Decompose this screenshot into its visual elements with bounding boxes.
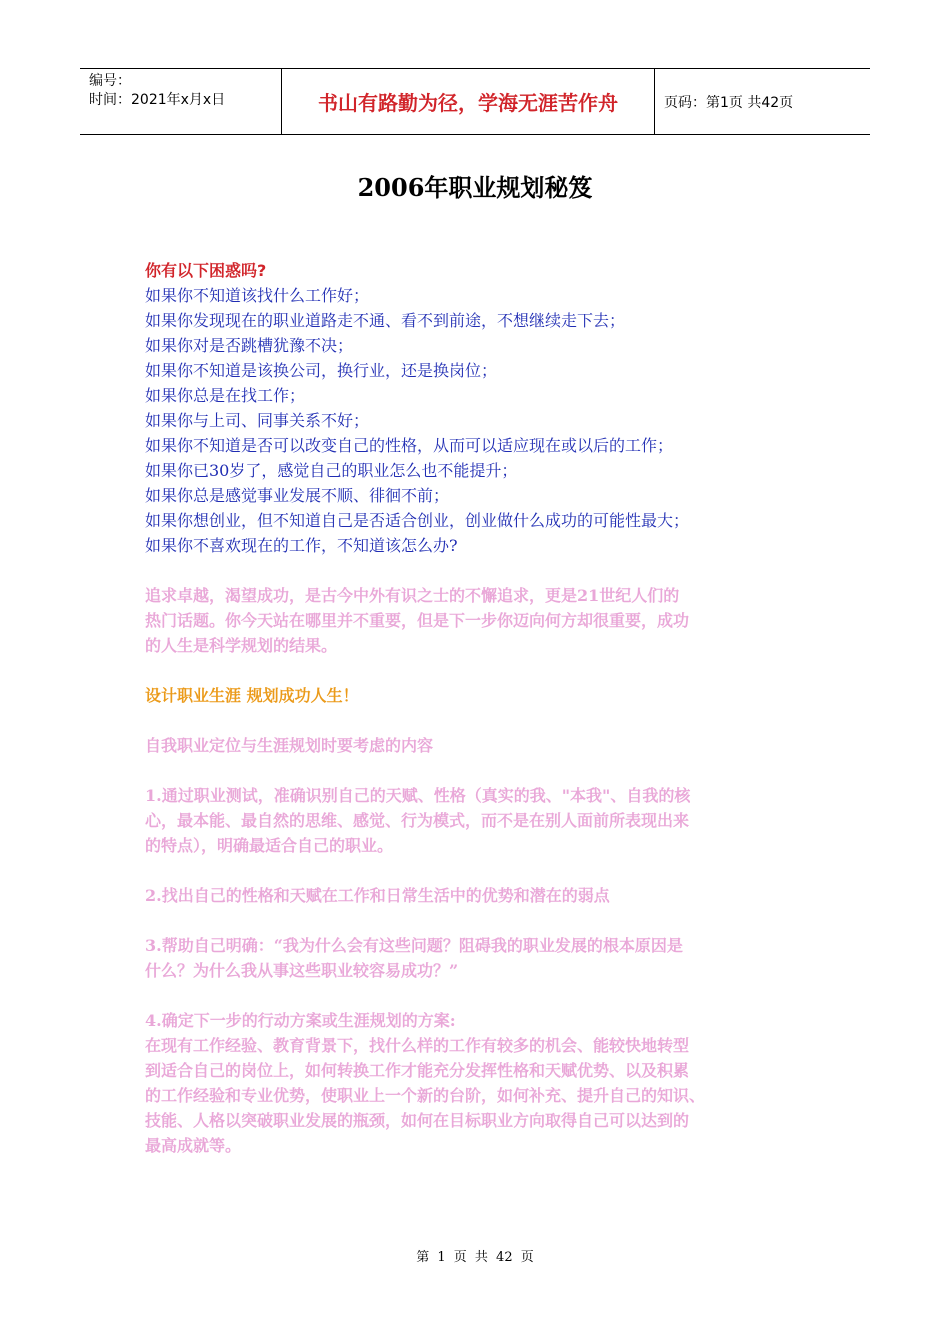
- section-title: 自我职业定位与生涯规划时要考虑的内容: [145, 736, 434, 755]
- point-line: 到适合自己的岗位上，如何转换工作才能充分发挥性格和天赋优势、以及积累: [145, 1061, 690, 1080]
- question-item: 如果你不喜欢现在的工作，不知道该怎么办?: [145, 536, 458, 555]
- slogan: 设计职业生涯 规划成功人生！: [145, 686, 359, 705]
- point-line: 3.帮助自己明确：“我为什么会有这些问题？阻碍我的职业发展的根本原因是: [145, 936, 683, 955]
- header-motto: 书山有路勤为径，学海无涯苦作舟: [282, 69, 655, 134]
- question-item: 如果你想创业，但不知道自己是否适合创业，创业做什么成功的可能性最大；: [145, 511, 690, 530]
- page-header: [80, 68, 870, 135]
- header-meta: [80, 69, 282, 134]
- question-item: 如果你对是否跳槽犹豫不决；: [145, 336, 354, 355]
- page-footer: 第 1 页 共 42 页: [416, 1250, 534, 1265]
- point-line: 在现有工作经验、教育背景下，找什么样的工作有较多的机会、能较快地转型: [145, 1036, 690, 1055]
- point-line: 心，最本能、最自然的思维、感觉、行为模式，而不是在别人面前所表现出来: [145, 811, 690, 830]
- header-page-info: 页码：第1页 共42页: [664, 94, 794, 111]
- point-line: 4.确定下一步的行动方案或生涯规划的方案:: [145, 1011, 456, 1030]
- point-2: [145, 883, 825, 908]
- header-date: 时间：2021年x月x日: [89, 92, 226, 108]
- intro-paragraph: [145, 583, 825, 658]
- intro-line: 热门话题。你今天站在哪里并不重要，但是下一步你迈向何方却很重要，成功: [145, 611, 690, 630]
- question-item: 如果你总是感觉事业发展不顺、徘徊不前；: [145, 486, 450, 505]
- intro-line: 的人生是科学规划的结果。: [145, 636, 338, 655]
- question-item: 如果你与上司、同事关系不好；: [145, 411, 370, 430]
- document-body: [145, 258, 825, 1158]
- questions-list: [145, 283, 825, 558]
- question-item: 如果你不知道是该换公司，换行业，还是换岗位；: [145, 361, 498, 380]
- question-item: 如果你已30岁了，感觉自己的职业怎么也不能提升；: [145, 461, 518, 480]
- questions-heading: 你有以下困惑吗?: [145, 261, 267, 280]
- question-item: 如果你总是在找工作；: [145, 386, 306, 405]
- question-item: 如果你不知道是否可以改变自己的性格，从而可以适应现在或以后的工作；: [145, 436, 674, 455]
- point-4: [145, 1008, 825, 1158]
- point-line: 技能、人格以突破职业发展的瓶颈，如何在目标职业方向取得自己可以达到的: [145, 1111, 690, 1130]
- point-line: 什么？为什么我从事这些职业较容易成功？”: [145, 961, 459, 980]
- point-line: 的工作经验和专业优势，使职业上一个新的台阶，如何补充、提升自己的知识、: [145, 1086, 706, 1105]
- point-line: 1.通过职业测试，准确识别自己的天赋、性格（真实的我、"本我"、自我的核: [145, 786, 691, 805]
- point-line: 2.找出自己的性格和天赋在工作和日常生活中的优势和潜在的弱点: [145, 886, 610, 905]
- header-number: 编号：: [89, 73, 131, 89]
- point-1: [145, 783, 825, 858]
- document-title: 2006年职业规划秘笈: [357, 173, 593, 202]
- intro-line: 追求卓越，渴望成功，是古今中外有识之士的不懈追求，更是21世纪人们的: [145, 586, 680, 605]
- point-line: 最高成就等。: [145, 1136, 242, 1155]
- question-item: 如果你不知道该找什么工作好；: [145, 286, 370, 305]
- point-3: [145, 933, 825, 983]
- point-line: 的特点），明确最适合自己的职业。: [145, 836, 394, 855]
- question-item: 如果你发现现在的职业道路走不通、看不到前途，不想继续走下去；: [145, 311, 626, 330]
